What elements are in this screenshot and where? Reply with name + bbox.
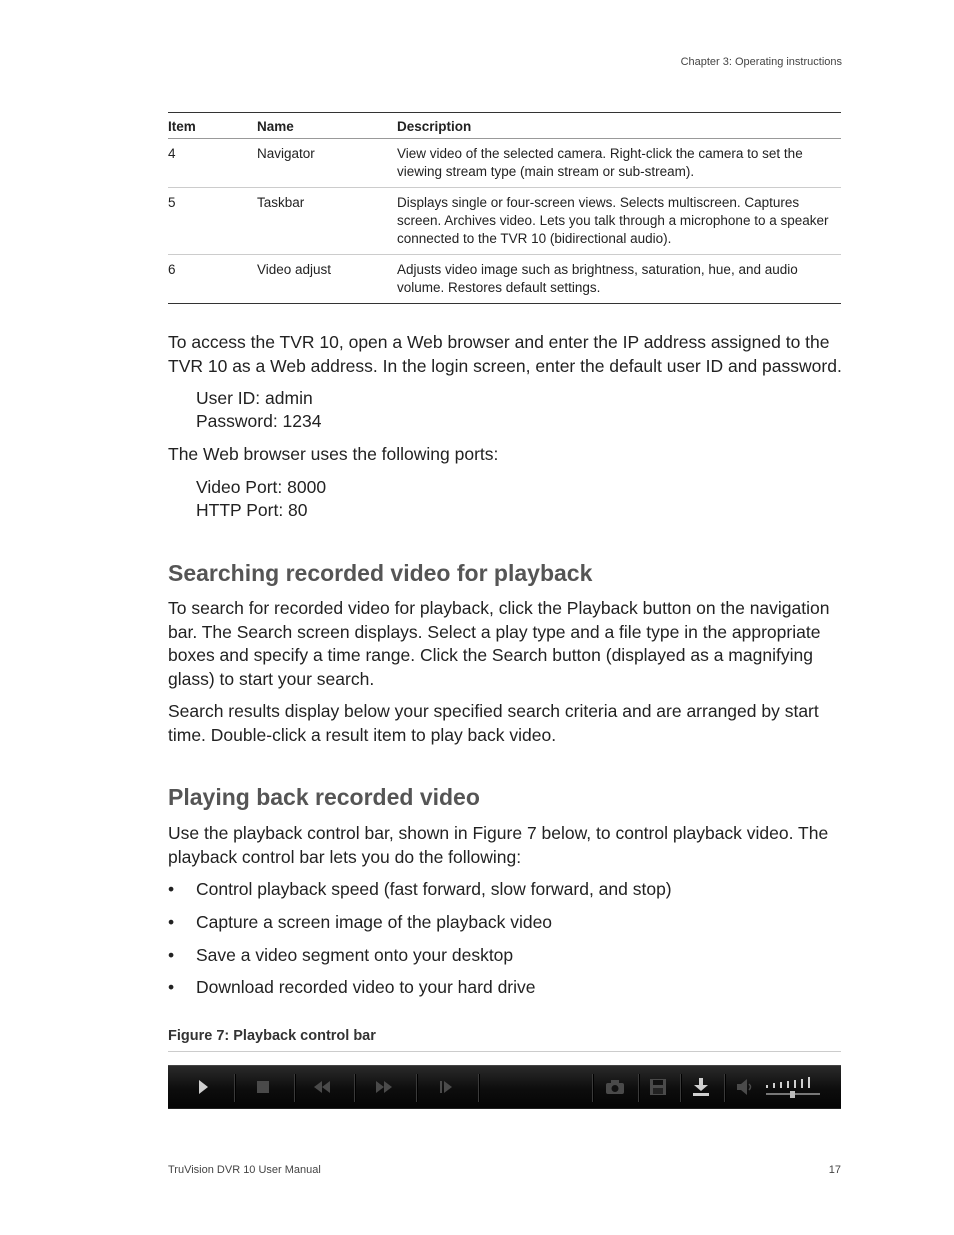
cell-description: Displays single or four-screen views. Selects multiscreen. Captures screen. Archives video. Lets you talk through a microphone to a speaker connected to the TVR 10 (bidirectional audio).: [397, 188, 841, 255]
separator: [724, 1074, 725, 1102]
bullet-symbol: •: [168, 879, 175, 899]
playback-intro: Use the playback control bar, shown in Figure 7 below, to control playback video. The playback control bar lets you do the following:: [168, 823, 829, 867]
table-row: [168, 139, 841, 188]
cell-item: 4: [168, 139, 257, 188]
speaker-icon[interactable]: [734, 1077, 756, 1097]
list-item: [168, 878, 672, 902]
separator: [234, 1074, 235, 1102]
running-head: Chapter 3: Operating instructions: [680, 56, 842, 68]
bullet-symbol: •: [168, 945, 175, 965]
page-number: 17: [828, 1164, 841, 1176]
column-header-description: Description: [397, 113, 841, 139]
spec-table: [168, 112, 841, 304]
volume-slider[interactable]: [764, 1073, 824, 1103]
section-heading-playback: Playing back recorded video: [168, 784, 480, 810]
cell-name: Navigator: [257, 139, 397, 188]
rewind-icon[interactable]: [311, 1077, 333, 1097]
ports-intro: The Web browser uses the following ports:: [168, 444, 499, 464]
table-row: [168, 255, 841, 304]
separator: [294, 1074, 295, 1102]
search-paragraph-1: To search for recorded video for playback, click the Playback button on the navigation bar. The Search screen displays. Select a play type and a file type in the appropriate boxes and specify a time range. Click the Search button (displayed as a magnifying glass) to start your search.: [168, 598, 830, 689]
bullet-text: Save a video segment onto your desktop: [196, 945, 514, 965]
bullet-text: Control playback speed (fast forward, slow forward, and stop): [196, 879, 672, 899]
play-icon[interactable]: [192, 1077, 214, 1097]
figure-caption: Figure 7: Playback control bar: [168, 1028, 376, 1044]
access-intro: To access the TVR 10, open a Web browser and enter the IP address assigned to the TVR 10 as a Web address. In the login screen, enter the default user ID and password.: [168, 332, 842, 376]
cell-description: View video of the selected camera. Right-click the camera to set the viewing stream type (main stream or sub-stream).: [397, 139, 841, 188]
column-header-name: Name: [257, 113, 397, 139]
table-header-row: [168, 113, 841, 139]
bullet-text: Download recorded video to your hard drive: [196, 977, 536, 997]
section-heading-search: Searching recorded video for playback: [168, 560, 593, 586]
step-forward-icon[interactable]: [435, 1077, 457, 1097]
list-item: [168, 944, 513, 968]
cell-name: Video adjust: [257, 255, 397, 304]
column-header-item: Item: [168, 113, 257, 139]
cell-item: 6: [168, 255, 257, 304]
footer-title: TruVision DVR 10 User Manual: [168, 1164, 321, 1176]
camera-icon[interactable]: [604, 1077, 626, 1097]
table-row: [168, 188, 841, 255]
user-id-line: User ID: admin: [196, 388, 313, 408]
bullet-symbol: •: [168, 977, 175, 997]
separator: [416, 1074, 417, 1102]
separator: [638, 1074, 639, 1102]
list-item: [168, 976, 536, 1000]
playback-control-bar: [168, 1065, 841, 1109]
figure-rule: [168, 1051, 841, 1052]
separator: [680, 1074, 681, 1102]
cell-item: 5: [168, 188, 257, 255]
list-item: [168, 911, 552, 935]
search-paragraph-2: Search results display below your specified search criteria and are arranged by start time. Double-click a result item to play back video.: [168, 701, 819, 745]
separator: [478, 1074, 479, 1102]
bullet-symbol: •: [168, 912, 175, 932]
http-port-line: HTTP Port: 80: [196, 500, 308, 520]
cell-description: Adjusts video image such as brightness, saturation, hue, and audio volume. Restores default settings.: [397, 255, 841, 304]
cell-name: Taskbar: [257, 188, 397, 255]
bullet-text: Capture a screen image of the playback video: [196, 912, 553, 932]
stop-icon[interactable]: [252, 1077, 274, 1097]
separator: [354, 1074, 355, 1102]
password-line: Password: 1234: [196, 411, 322, 431]
separator: [592, 1074, 593, 1102]
fast-forward-icon[interactable]: [373, 1077, 395, 1097]
save-icon[interactable]: [647, 1077, 669, 1097]
video-port-line: Video Port: 8000: [196, 477, 327, 497]
download-icon[interactable]: [690, 1077, 712, 1097]
